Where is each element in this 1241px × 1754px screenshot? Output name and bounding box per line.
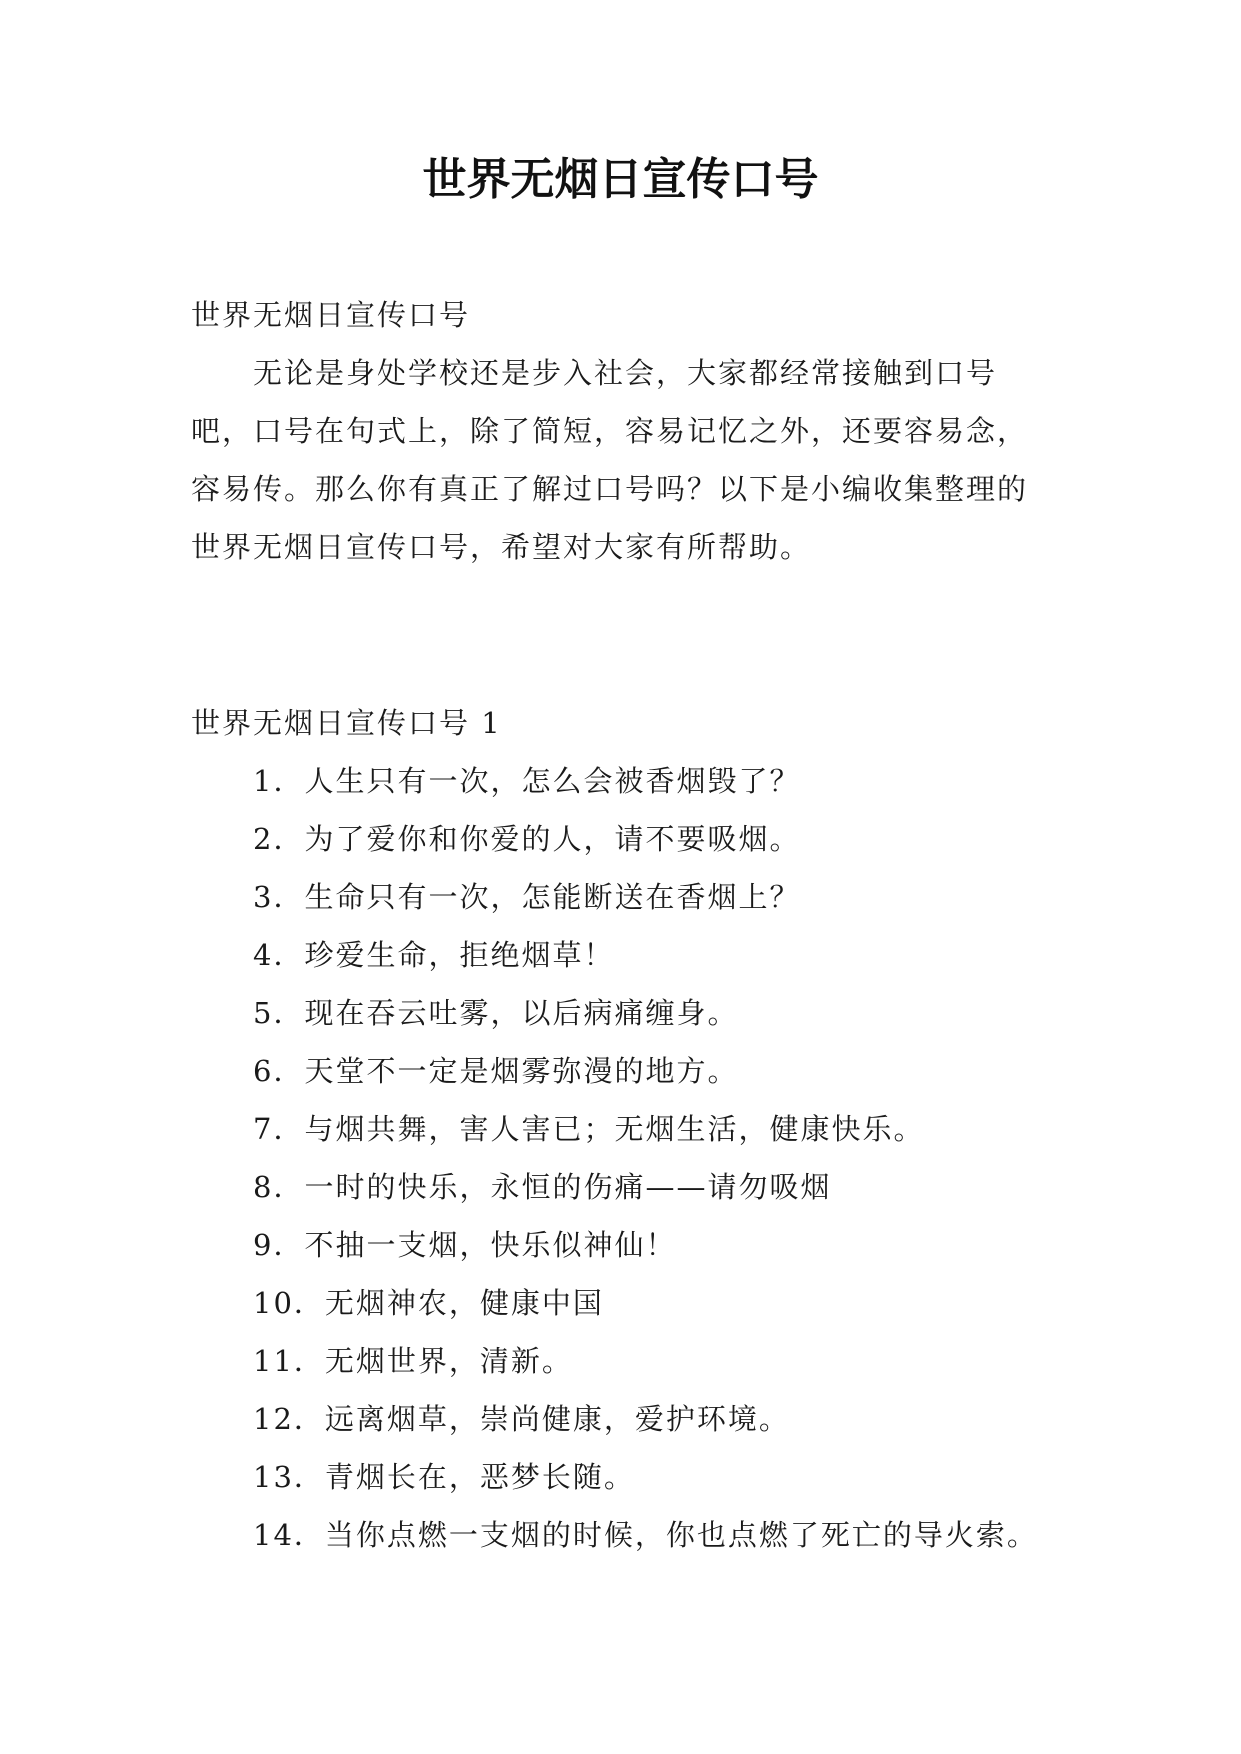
list-item: 1．人生只有一次，怎么会被香烟毁了？: [253, 764, 801, 798]
list-item: 6．天堂不一定是烟雾弥漫的地方。: [253, 1054, 739, 1088]
list-item: 10．无烟神农，健康中国: [253, 1286, 604, 1320]
list-item: 3．生命只有一次，怎能断送在香烟上？: [253, 880, 801, 914]
list-item: 12．远离烟草，崇尚健康，爱护环境。: [253, 1402, 790, 1436]
subheading: 世界无烟日宣传口号: [191, 298, 471, 332]
intro-paragraph: 无论是身处学校还是步入社会，大家都经常接触到口号吧，口号在句式上，除了简短，容易记忆之外，还要容易念，容易传。那么你有真正了解过口号吗？以下是小编收集整理的世界无烟日宣传口号，希望对大家有所帮助。: [191, 356, 1029, 564]
list-item: 5．现在吞云吐雾，以后病痛缠身。: [253, 996, 739, 1030]
list-item: 7．与烟共舞，害人害已；无烟生活，健康快乐。: [253, 1112, 925, 1146]
list-item: 9．不抽一支烟，快乐似神仙！: [253, 1228, 677, 1262]
list-item: 14．当你点燃一支烟的时候，你也点燃了死亡的导火索。: [253, 1518, 1038, 1552]
list-item: 13．青烟长在，恶梦长随。: [253, 1460, 635, 1494]
page-title: 世界无烟日宣传口号: [422, 154, 819, 205]
list-item: 8．一时的快乐，永恒的伤痛——请勿吸烟: [253, 1170, 832, 1204]
list-item: 11．无烟世界，清新。: [253, 1344, 573, 1378]
list-item: 2．为了爱你和你爱的人，请不要吸烟。: [253, 822, 801, 856]
list-item: 4．珍爱生命，拒绝烟草！: [253, 938, 615, 972]
section-heading: 世界无烟日宣传口号 1: [191, 706, 502, 740]
slogan-list: [253, 752, 1113, 1564]
